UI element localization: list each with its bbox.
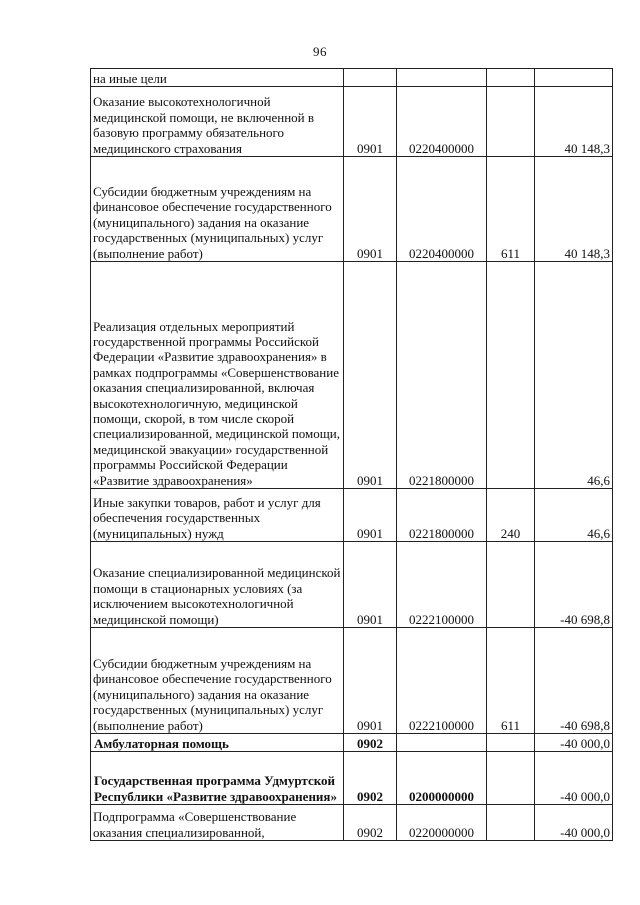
row-section: 0902 — [344, 752, 397, 805]
row-section: 0901 — [344, 542, 397, 628]
row-type: 240 — [487, 489, 535, 542]
row-amount: -40 000,0 — [535, 734, 613, 752]
row-name: Оказание специализированной медицинской помощи в стационарных условиях (за исключением высокотехнологичной медицинской помощи) — [91, 542, 344, 628]
row-name: Субсидии бюджетным учреждениям на финансовое обеспечение государственного (муниципального) задания на оказание государственных (муниципальных) услуг (выполнение работ) — [91, 628, 344, 734]
table-row — [91, 262, 613, 489]
row-target — [397, 69, 487, 87]
row-name: Реализация отдельных мероприятий государственной программы Российской Федерации «Развитие здравоохранения» в рамках подпрограммы «Совершенствование оказания специализированной, включая высокотехнологичную, медицинской помощи, скорой, в том числе скорой специализированной, медицинской помощи, медицинской эвакуации» государственной программы Российской Федерации «Развитие здравоохранения» — [91, 262, 344, 489]
row-section: 0901 — [344, 489, 397, 542]
row-section: 0902 — [344, 734, 397, 752]
row-amount: 40 148,3 — [535, 87, 613, 157]
row-amount: 46,6 — [535, 262, 613, 489]
table-row — [91, 69, 613, 87]
row-amount — [535, 69, 613, 87]
row-amount: -40 000,0 — [535, 805, 613, 841]
row-section: 0901 — [344, 262, 397, 489]
row-type — [487, 262, 535, 489]
row-target: 0200000000 — [397, 752, 487, 805]
table-row — [91, 752, 613, 805]
table-row — [91, 87, 613, 157]
row-name: Государственная программа Удмуртской Республики «Развитие здравоохранения» — [91, 752, 344, 805]
table-row — [91, 157, 613, 262]
row-type — [487, 69, 535, 87]
row-type — [487, 734, 535, 752]
row-target: 0220400000 — [397, 157, 487, 262]
row-type — [487, 805, 535, 841]
row-section: 0901 — [344, 157, 397, 262]
row-type — [487, 87, 535, 157]
row-target — [397, 734, 487, 752]
table-row — [91, 734, 613, 752]
table-row — [91, 805, 613, 841]
row-name: Подпрограмма «Совершенствование оказания специализированной, — [91, 805, 344, 841]
row-section: 0901 — [344, 87, 397, 157]
row-name: Оказание высокотехнологичной медицинской помощи, не включенной в базовую программу обязательного медицинского страхования — [91, 87, 344, 157]
row-section — [344, 69, 397, 87]
row-section: 0901 — [344, 628, 397, 734]
table-row — [91, 542, 613, 628]
row-amount: 46,6 — [535, 489, 613, 542]
row-amount: -40 000,0 — [535, 752, 613, 805]
row-target: 0221800000 — [397, 262, 487, 489]
row-type: 611 — [487, 157, 535, 262]
row-type — [487, 752, 535, 805]
row-target: 0220400000 — [397, 87, 487, 157]
page-number: 96 — [313, 44, 327, 59]
row-target: 0222100000 — [397, 628, 487, 734]
table-row — [91, 489, 613, 542]
row-name: Субсидии бюджетным учреждениям на финансовое обеспечение государственного (муниципального) задания на оказание государственных (муниципальных) услуг (выполнение работ) — [91, 157, 344, 262]
row-amount: -40 698,8 — [535, 542, 613, 628]
row-type — [487, 542, 535, 628]
row-target: 0220000000 — [397, 805, 487, 841]
row-section: 0902 — [344, 805, 397, 841]
budget-table — [90, 68, 613, 841]
row-name: Амбулаторная помощь — [91, 734, 344, 752]
row-amount: -40 698,8 — [535, 628, 613, 734]
row-name: Иные закупки товаров, работ и услуг для обеспечения государственных (муниципальных) нужд — [91, 489, 344, 542]
row-amount: 40 148,3 — [535, 157, 613, 262]
row-name: на иные цели — [91, 69, 344, 87]
row-target: 0221800000 — [397, 489, 487, 542]
row-type: 611 — [487, 628, 535, 734]
row-target: 0222100000 — [397, 542, 487, 628]
table-row — [91, 628, 613, 734]
